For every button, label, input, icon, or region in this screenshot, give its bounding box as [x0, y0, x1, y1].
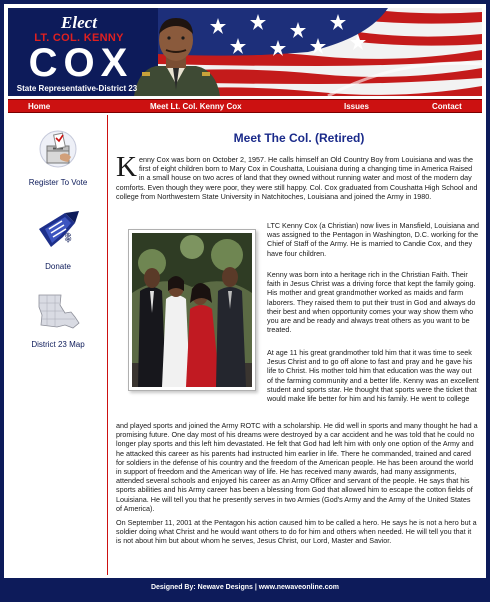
elect-label: Elect: [61, 13, 97, 32]
sidebar-item-label: Register To Vote: [28, 178, 88, 187]
nav-meet[interactable]: Meet Lt. Col. Kenny Cox: [150, 102, 242, 111]
district-label: State Representative-District 23: [16, 84, 138, 93]
footer: [4, 578, 486, 598]
paragraph-career: and played sports and joined the Army ROTC with a scholarship. He did well in sports and many thought he had a promising future. One day most of his dreams were destroyed by a car accident and he was told that he could no longer play sports and this left him devastated. He felt that God had left him with only one option of the Army and he attacked this career as his parents had instructed him earlier in life. There he commanded, trained and cared for soldiers in the defense of his country and the freedom of the American people. He has been around the world in support of freedom and the American way of life. He has received many awards, had many assignments, attended several schools and enjoyed his career as an Army Officer and servant of the people. He says that his sports abilities and his Army career has been a blessing from God that allowed him to escape the cotton fields of Louisiana. He will tell you that he presently serves in two Armies (God's Army and the Army of the United States of America).: [116, 421, 478, 513]
main-nav: [8, 99, 482, 113]
header-banner: [8, 8, 482, 96]
rank-label: LT. COL. KENNY: [34, 32, 124, 44]
sidebar-item-label: District 23 Map: [31, 340, 85, 349]
ballot-box-icon: [38, 129, 78, 169]
family-photo: [128, 229, 256, 391]
paragraph-age-eleven: At age 11 his great grandmother told him that it was time to seek Jesus Christ and to go off alone to fast and pray and he gave his life to Christ. His mother told him that education was the way out of the farming community and a better life. Kenny was an excellent student and sports star. He thought that sports were the ticket that would make life better for him and his family. He went to college: [267, 348, 479, 404]
sidebar-item-district-map[interactable]: [8, 293, 108, 349]
svg-text:$: $: [65, 232, 72, 244]
page-title: Meet The Col. (Retired): [233, 131, 365, 145]
surname-logo: COX: [28, 41, 134, 85]
intro-paragraph: [116, 151, 478, 201]
louisiana-map-icon: [35, 293, 81, 331]
footer-credit[interactable]: Designed By: Newave Designs | www.newaveonline.com: [150, 584, 340, 591]
nav-contact[interactable]: Contact: [432, 102, 462, 111]
sidebar: [8, 115, 108, 575]
drop-cap: K: [116, 151, 137, 183]
intro-text: enny Cox was born on October 2, 1957. He calls himself an Old Country Boy from Louisiana and was the first of eight children born to Mary Cox in Coushatta, Louisiana during a changing time in America Raised in a small house on two acres of land that they owned without running water and most of the modern day comforts. Even though they were poor, they were still happy. Col. Cox graduated from Coushatta High School and college from Northwestern State University in Natchitoches, Louisiana and joined the Army in 1980.: [116, 155, 478, 201]
paragraph-september-11: On September 11, 2001 at the Pentagon his action caused him to be called a hero. He says he is not a hero but a soldier doing what Christ and he would want others to do for him and others when needed. He will tell you that it is not about him but about whom he serves, Jesus Christ, our Lord, Master and Savior.: [116, 518, 477, 546]
paragraph-residence: LTC Kenny Cox (a Christian) now lives in Mansfield, Louisiana and was assigned to the Pentagon in Washington, D.C. working for the Chief of Staff of the Army. He is married to Candie Cox, and they have four children.: [267, 221, 479, 258]
sidebar-item-register[interactable]: [8, 129, 108, 187]
donate-hand-icon: [35, 207, 81, 253]
sidebar-item-donate[interactable]: [8, 207, 108, 271]
nav-home[interactable]: Home: [28, 102, 51, 111]
nav-issues[interactable]: Issues: [344, 102, 369, 111]
sidebar-item-label: Donate: [45, 262, 71, 271]
main-content: [116, 115, 482, 575]
paragraph-heritage: Kenny was born into a heritage rich in the Christian Faith. Their faith in Jesus Christ was a driving force that kept the family going. His mother and great grandmother worked as maids and farm laborers. They raised them to put their trust in God and always do their best and when opportunity comes your way show them who you are and be ready and always treat others as you want to be treated.: [267, 270, 476, 335]
